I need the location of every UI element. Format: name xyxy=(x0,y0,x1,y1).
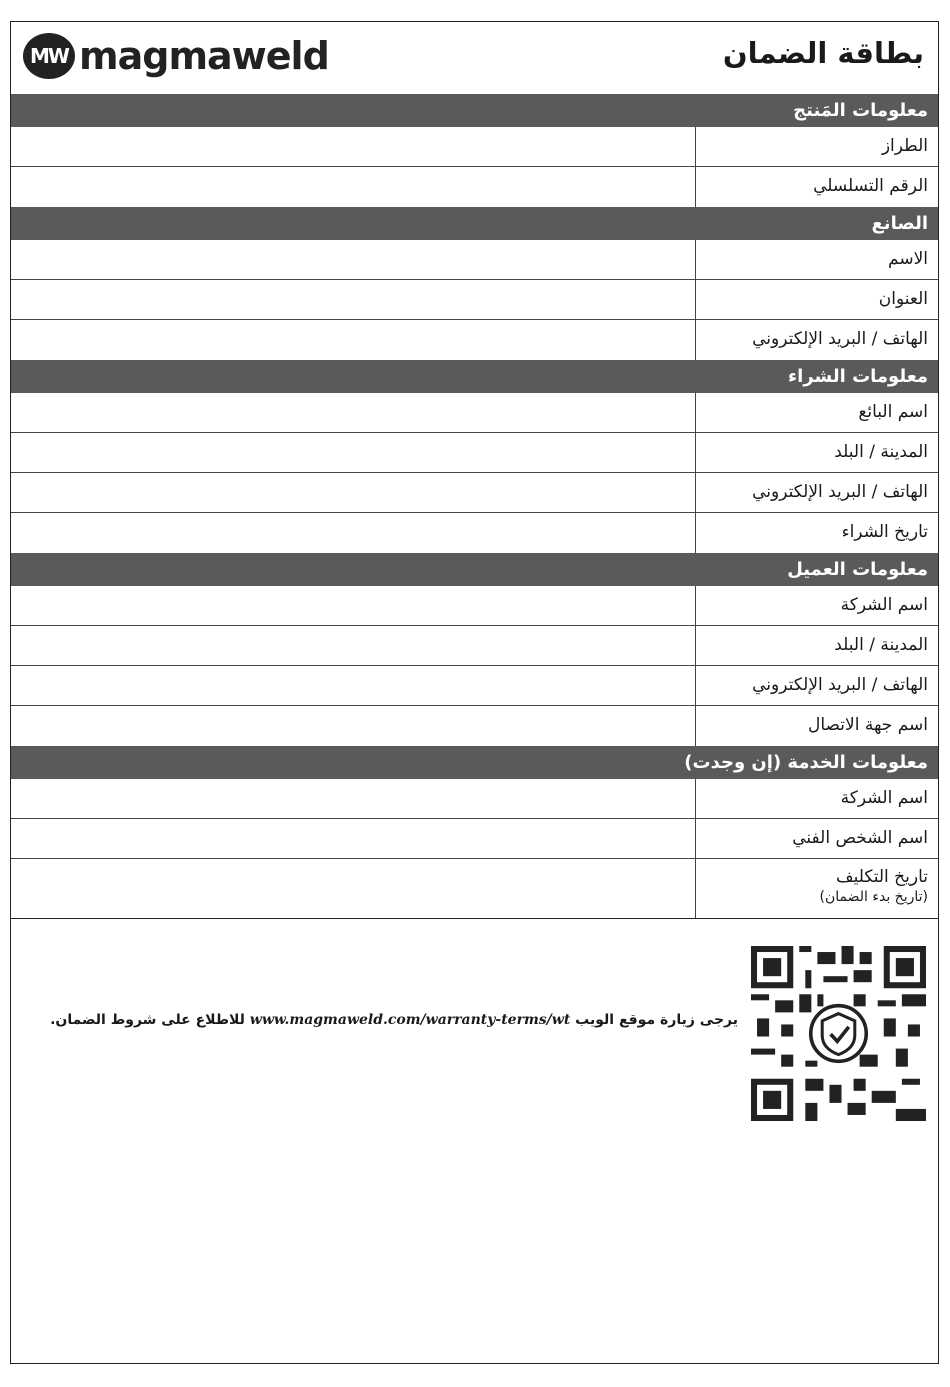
field-value[interactable] xyxy=(11,167,695,207)
field-value[interactable] xyxy=(11,127,695,166)
form-row xyxy=(11,127,938,167)
form-row xyxy=(11,280,938,320)
field-value[interactable] xyxy=(11,473,695,512)
field-label: الهاتف / البريد الإلكتروني xyxy=(695,666,938,705)
field-value[interactable] xyxy=(11,240,695,279)
field-label: تاريخ الشراء xyxy=(695,513,938,553)
field-value[interactable] xyxy=(11,859,695,918)
form-row xyxy=(11,393,938,433)
field-label: الاسم xyxy=(695,240,938,279)
section-heading: معلومات الشراء xyxy=(11,360,938,393)
field-label xyxy=(695,859,938,918)
field-value[interactable] xyxy=(11,586,695,625)
field-label: الهاتف / البريد الإلكتروني xyxy=(695,473,938,512)
field-value[interactable] xyxy=(11,433,695,472)
field-value[interactable] xyxy=(11,779,695,818)
field-value[interactable] xyxy=(11,280,695,319)
logo-mark-icon: MW xyxy=(23,33,75,79)
field-label: المدينة / البلد xyxy=(695,626,938,665)
form-row xyxy=(11,626,938,666)
field-label: المدينة / البلد xyxy=(695,433,938,472)
assignment-date-sublabel: (تاريخ بدء الضمان) xyxy=(819,889,928,905)
field-value[interactable] xyxy=(11,513,695,553)
field-value[interactable] xyxy=(11,666,695,705)
field-value[interactable] xyxy=(11,626,695,665)
field-label: اسم الشركة xyxy=(695,779,938,818)
field-value[interactable] xyxy=(11,320,695,360)
form-row xyxy=(11,433,938,473)
field-label: الرقم التسلسلي xyxy=(695,167,938,207)
field-label: اسم الشركة xyxy=(695,586,938,625)
logo-text: magmaweld xyxy=(79,34,329,78)
form-row xyxy=(11,513,938,553)
form-row xyxy=(11,666,938,706)
form-row-assignment-date xyxy=(11,859,938,919)
field-label: العنوان xyxy=(695,280,938,319)
form-row xyxy=(11,473,938,513)
form-row xyxy=(11,240,938,280)
form-row xyxy=(11,167,938,207)
assignment-date-label: تاريخ التكليف xyxy=(835,867,928,887)
section-heading: معلومات العميل xyxy=(11,553,938,586)
header xyxy=(11,22,938,94)
form-row xyxy=(11,320,938,360)
warranty-terms-note xyxy=(38,1012,738,1028)
section-heading: معلومات المَنتج xyxy=(11,94,938,127)
section-heading: معلومات الخدمة (إن وجدت) xyxy=(11,746,938,779)
field-label: اسم جهة الاتصال xyxy=(695,706,938,746)
form-row xyxy=(11,586,938,626)
field-label: الطراز xyxy=(695,127,938,166)
field-value[interactable] xyxy=(11,706,695,746)
note-before: يرجى زيارة موقع الويب xyxy=(575,1012,738,1028)
warranty-url-link[interactable]: www.magmaweld.com/warranty-terms/wt xyxy=(249,1012,571,1028)
field-label: اسم الشخص الفني xyxy=(695,819,938,858)
field-label: الهاتف / البريد الإلكتروني xyxy=(695,320,938,360)
form-row xyxy=(11,819,938,859)
field-label: اسم البائع xyxy=(695,393,938,432)
qr-code-icon xyxy=(751,946,926,1121)
page-title: بطاقة الضمان xyxy=(722,36,924,70)
magmaweld-logo xyxy=(23,33,329,79)
form-row xyxy=(11,779,938,819)
warranty-form-table xyxy=(11,94,938,919)
footer xyxy=(11,934,938,1134)
note-after: للاطلاع على شروط الضمان. xyxy=(50,1012,245,1028)
warranty-card xyxy=(10,21,939,1364)
form-row xyxy=(11,706,938,746)
field-value[interactable] xyxy=(11,393,695,432)
field-value[interactable] xyxy=(11,819,695,858)
section-heading: الصانع xyxy=(11,207,938,240)
